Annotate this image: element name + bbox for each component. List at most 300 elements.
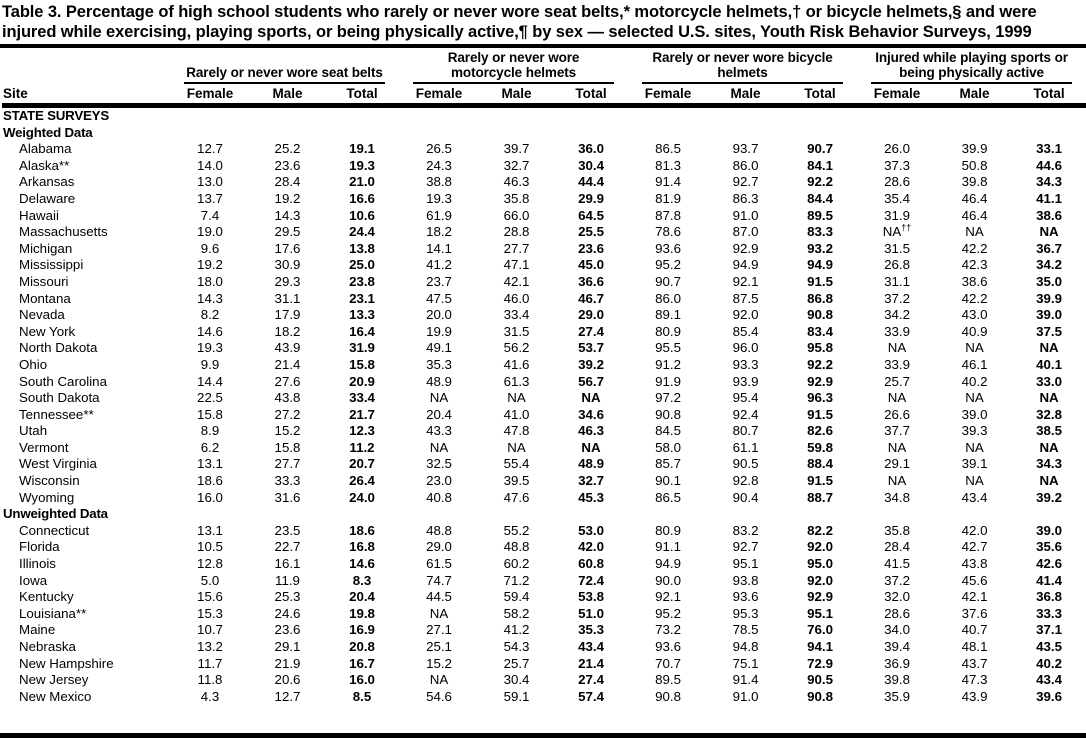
value-cell: 91.0: [732, 207, 759, 223]
table-row: [2, 407, 1086, 424]
value-cell: 14.0: [197, 157, 223, 173]
value-cell: 35.3: [426, 356, 452, 372]
value-cell: 14.4: [197, 373, 223, 389]
value-cell: 20.0: [426, 307, 452, 323]
value-cell: 12.3: [349, 423, 375, 439]
value-cell: 91.9: [655, 373, 681, 389]
value-cell: 8.2: [200, 307, 220, 323]
value-cell: 26.5: [426, 141, 452, 157]
value-cell: 32.5: [426, 456, 452, 472]
site-name: Montana: [19, 290, 71, 306]
value-cell: 94.9: [655, 556, 681, 572]
value-cell: 58.2: [503, 605, 530, 621]
value-cell: 20.9: [349, 373, 375, 389]
value-cell: 19.8: [349, 605, 375, 621]
value-cell: 72.9: [807, 655, 833, 671]
value-cell: 13.1: [197, 522, 223, 538]
value-cell: 29.0: [426, 539, 452, 555]
value-cell: 28.6: [884, 174, 910, 190]
value-cell: 21.7: [349, 406, 375, 422]
value-cell: 92.8: [732, 473, 759, 489]
value-cell: 35.4: [884, 190, 910, 206]
value-cell: 73.2: [655, 622, 681, 638]
value-cell: 34.3: [1036, 456, 1062, 472]
value-cell: 90.4: [732, 489, 759, 505]
value-cell: 35.8: [884, 522, 910, 538]
value-cell: 39.0: [961, 406, 988, 422]
value-cell: 97.2: [655, 390, 681, 406]
value-cell: 42.6: [1036, 556, 1062, 572]
site-name: Utah: [19, 423, 48, 439]
site-name: Florida: [19, 539, 60, 555]
value-cell: 34.8: [884, 489, 910, 505]
value-cell: 35.3: [578, 622, 604, 638]
site-name: Iowa: [19, 572, 48, 588]
value-cell: 86.0: [655, 290, 681, 306]
value-cell: 94.9: [732, 257, 759, 273]
value-cell: 20.4: [426, 406, 452, 422]
subheader-total-2: Total: [783, 84, 857, 106]
value-cell: 70.7: [655, 655, 681, 671]
value-cell: 35.0: [1036, 273, 1062, 289]
bottom-divider: [0, 733, 1086, 738]
value-cell: 37.1: [1036, 622, 1062, 638]
value-cell: 53.0: [578, 522, 604, 538]
value-cell: 33.3: [1036, 605, 1062, 621]
value-cell: 59.8: [807, 439, 833, 455]
value-cell: 46.3: [578, 423, 604, 439]
value-cell: 23.5: [274, 522, 301, 538]
value-cell: 53.8: [578, 589, 604, 605]
value-cell: 89.5: [807, 207, 833, 223]
table-row: [2, 573, 1086, 590]
value-cell: 33.9: [884, 356, 910, 372]
value-cell: 86.5: [655, 141, 681, 157]
value-cell: 39.4: [884, 639, 910, 654]
table-row: [2, 324, 1086, 341]
value-cell: 25.5: [578, 224, 604, 240]
table-row: [2, 490, 1086, 507]
value-cell: 59.1: [503, 688, 530, 704]
site-name: New Hampshire: [19, 655, 114, 671]
value-cell: 13.8: [349, 240, 375, 256]
value-cell: 46.4: [961, 207, 988, 223]
value-cell: 33.9: [884, 323, 910, 339]
table-row: [2, 141, 1086, 158]
value-cell: 29.1: [884, 456, 910, 472]
value-cell: 96.3: [807, 390, 833, 406]
value-cell: 42.7: [961, 539, 988, 555]
value-cell: 96.0: [732, 340, 759, 356]
value-cell: 46.0: [503, 290, 530, 306]
value-cell: 20.4: [349, 589, 375, 605]
value-cell: 41.2: [426, 257, 452, 273]
value-cell: 35.6: [1036, 539, 1062, 555]
value-cell: 25.7: [503, 655, 530, 671]
value-cell: 28.8: [503, 224, 530, 240]
site-name: Ohio: [19, 356, 48, 372]
value-cell: 94.1: [807, 639, 833, 654]
value-cell: NA: [965, 390, 984, 406]
value-cell: 21.0: [349, 174, 375, 190]
table-row: [2, 291, 1086, 308]
value-cell: 40.9: [961, 323, 988, 339]
value-cell: 13.1: [197, 456, 223, 472]
site-name: Hawaii: [19, 207, 59, 223]
value-cell: 84.1: [807, 157, 833, 173]
value-cell: NA: [429, 439, 449, 455]
value-cell: 24.4: [349, 224, 375, 240]
value-cell: 32.7: [503, 157, 530, 173]
site-name: Illinois: [19, 556, 56, 572]
value-cell: 95.0: [807, 556, 833, 572]
value-cell: 46.7: [578, 290, 604, 306]
value-cell: 49.1: [426, 340, 452, 356]
value-cell: 90.5: [732, 456, 759, 472]
table-row: [2, 456, 1086, 473]
value-cell: 42.2: [961, 290, 988, 306]
value-cell: 64.5: [578, 207, 604, 223]
value-cell: 80.9: [655, 323, 681, 339]
value-cell: 92.7: [732, 174, 759, 190]
value-cell: 20.8: [349, 639, 375, 654]
value-cell: 61.3: [503, 373, 530, 389]
value-cell: 93.6: [655, 240, 681, 256]
site-name: Tennessee**: [19, 406, 94, 422]
value-cell: 92.1: [732, 273, 759, 289]
value-cell: 29.0: [578, 307, 604, 323]
value-cell: 25.2: [274, 141, 301, 157]
value-cell: 24.6: [274, 605, 301, 621]
value-cell: 61.5: [426, 556, 452, 572]
value-cell: 33.4: [349, 390, 375, 406]
value-cell: 31.1: [274, 290, 301, 306]
value-cell: 32.0: [884, 589, 910, 605]
value-cell: NA: [581, 439, 601, 455]
value-cell: 30.4: [503, 672, 530, 688]
site-name: Mississippi: [19, 257, 84, 273]
value-cell: 23.8: [349, 273, 375, 289]
value-cell: 42.2: [961, 240, 988, 256]
value-cell: 16.7: [349, 655, 375, 671]
value-cell: 66.0: [503, 207, 530, 223]
value-cell: 43.4: [578, 639, 604, 654]
value-cell: 48.8: [426, 522, 452, 538]
value-cell: 18.2: [274, 323, 301, 339]
value-cell: 86.8: [807, 290, 833, 306]
value-cell: 27.7: [274, 456, 301, 472]
value-cell: 92.2: [807, 356, 833, 372]
value-cell: 53.7: [578, 340, 604, 356]
value-cell: 93.7: [732, 141, 759, 157]
value-cell: 40.7: [961, 622, 988, 638]
value-cell: 43.4: [1036, 672, 1062, 688]
value-cell: 26.8: [884, 257, 910, 273]
subheader-total-0: Total: [325, 84, 399, 106]
value-cell: 86.0: [732, 157, 759, 173]
value-cell: 26.4: [349, 473, 375, 489]
value-cell: 90.5: [807, 672, 833, 688]
value-cell: 36.7: [1036, 240, 1062, 256]
value-cell: 39.7: [503, 141, 530, 157]
group-header-motorcycle-helmets: Rarely or never wore motorcycle helmets: [399, 48, 628, 84]
value-cell: 93.9: [732, 373, 759, 389]
value-cell: 23.6: [274, 622, 301, 638]
value-cell: 92.9: [807, 373, 833, 389]
value-cell: 28.6: [884, 605, 910, 621]
value-cell: 31.6: [274, 489, 301, 505]
value-cell: 19.0: [197, 224, 223, 240]
value-cell: 43.4: [961, 489, 988, 505]
value-cell: 27.4: [578, 672, 604, 688]
value-cell: 41.1: [1036, 190, 1062, 206]
value-cell: 43.3: [426, 423, 452, 439]
value-cell: 17.6: [274, 240, 301, 256]
table-row: [2, 523, 1086, 540]
value-cell: 21.4: [274, 356, 301, 372]
value-cell: NA: [429, 605, 449, 621]
value-cell: 16.1: [274, 556, 301, 572]
value-cell: 8.5: [352, 688, 372, 704]
site-name: South Carolina: [19, 373, 107, 389]
value-cell: 15.2: [426, 655, 452, 671]
table-row: [2, 556, 1086, 573]
value-cell: 47.8: [503, 423, 530, 439]
value-cell: 48.1: [961, 639, 988, 654]
value-cell: 42.0: [961, 522, 988, 538]
value-cell: 36.6: [578, 273, 604, 289]
value-cell: NA: [887, 473, 907, 489]
value-cell: 89.5: [655, 672, 681, 688]
value-cell: 16.6: [349, 190, 375, 206]
value-cell: 32.7: [578, 473, 604, 489]
value-cell: 80.9: [655, 522, 681, 538]
value-cell: 23.0: [426, 473, 452, 489]
value-cell: 19.2: [274, 190, 301, 206]
value-cell: 40.2: [1036, 655, 1062, 671]
value-cell: 18.2: [426, 224, 452, 240]
value-cell: NA: [507, 390, 526, 406]
value-cell: 90.8: [807, 307, 833, 323]
value-cell: 59.4: [503, 589, 530, 605]
value-cell: 35.9: [884, 688, 910, 704]
value-cell: 9.6: [200, 240, 220, 256]
value-cell: 19.2: [197, 257, 223, 273]
group-header-seatbelts: Rarely or never wore seat belts: [170, 48, 399, 84]
value-cell: 37.2: [884, 572, 910, 588]
table-row: [2, 656, 1086, 673]
value-cell: 11.2: [349, 439, 375, 455]
table-row: [2, 672, 1086, 689]
value-cell: 29.3: [274, 273, 301, 289]
subheader-female-3: Female: [857, 84, 937, 106]
value-cell: 39.0: [1036, 307, 1062, 323]
value-cell: 18.0: [197, 273, 223, 289]
value-cell: 50.8: [961, 157, 988, 173]
value-cell: 76.0: [807, 622, 833, 638]
value-cell: 83.3: [807, 224, 833, 240]
site-name: Michigan: [19, 240, 73, 256]
value-cell: 90.7: [655, 273, 681, 289]
value-cell: NA: [887, 439, 907, 455]
value-cell: 88.4: [807, 456, 833, 472]
value-cell: 21.9: [274, 655, 301, 671]
value-cell: 48.9: [426, 373, 452, 389]
value-cell: 37.7: [884, 423, 910, 439]
value-cell: 91.4: [732, 672, 759, 688]
table-row: [2, 639, 1086, 656]
table-row: [2, 208, 1086, 225]
value-cell: 8.3: [352, 572, 372, 588]
value-cell: 31.1: [884, 273, 910, 289]
value-cell: NA: [1039, 473, 1059, 489]
value-cell: 25.0: [349, 257, 375, 273]
value-cell: 91.4: [655, 174, 681, 190]
value-cell: 15.2: [274, 423, 301, 439]
section-label: STATE SURVEYS: [3, 108, 110, 123]
site-name: Kentucky: [19, 589, 74, 605]
value-cell: NA: [429, 672, 449, 688]
subheader-female-2: Female: [628, 84, 708, 106]
value-cell: 16.9: [349, 622, 375, 638]
value-cell: 27.2: [274, 406, 301, 422]
value-cell: 47.1: [503, 257, 530, 273]
table-row: [2, 539, 1086, 556]
value-cell: 13.0: [197, 174, 223, 190]
value-cell: 39.8: [961, 174, 988, 190]
section-row: [2, 106, 1086, 125]
value-cell: 46.4: [961, 190, 988, 206]
value-cell: 37.2: [884, 290, 910, 306]
table-row: [2, 307, 1086, 324]
value-cell: 90.8: [807, 688, 833, 704]
value-cell: 33.3: [274, 473, 301, 489]
value-cell: NA: [507, 439, 526, 455]
value-cell: 19.1: [349, 141, 375, 157]
value-cell: 83.2: [732, 522, 759, 538]
value-cell: NA: [965, 473, 984, 489]
value-cell: 12.8: [197, 556, 223, 572]
table-row: [2, 224, 1086, 241]
value-cell: 90.1: [655, 473, 681, 489]
value-cell: 13.7: [197, 190, 223, 206]
value-cell: NA: [581, 390, 601, 406]
value-cell: 60.8: [578, 556, 604, 572]
value-cell: 61.9: [426, 207, 452, 223]
value-cell: NA: [1039, 390, 1059, 406]
value-cell: 43.7: [961, 655, 988, 671]
value-cell: 11.7: [197, 655, 223, 671]
value-cell: 95.4: [732, 390, 759, 406]
subheader-total-3: Total: [1012, 84, 1086, 106]
value-cell: 44.4: [578, 174, 604, 190]
value-cell: 17.9: [274, 307, 301, 323]
value-cell: 48.9: [578, 456, 604, 472]
value-cell: 60.2: [503, 556, 530, 572]
value-cell: 26.0: [884, 141, 910, 157]
value-cell: 40.2: [961, 373, 988, 389]
site-name: New Mexico: [19, 688, 92, 704]
value-cell: NA: [887, 340, 907, 356]
value-cell: 16.0: [197, 489, 223, 505]
value-cell: 48.8: [503, 539, 530, 555]
value-cell: 23.6: [274, 157, 301, 173]
value-cell: 91.1: [655, 539, 681, 555]
subheader-female-1: Female: [399, 84, 479, 106]
site-name: Nebraska: [19, 639, 76, 654]
value-cell: 37.3: [884, 157, 910, 173]
value-cell: 29.5: [274, 224, 301, 240]
table-row: [2, 423, 1086, 440]
value-cell: 83.4: [807, 323, 833, 339]
value-cell: 31.5: [503, 323, 530, 339]
value-cell: 30.4: [578, 157, 604, 173]
value-cell: 20.6: [274, 672, 301, 688]
value-cell: 84.4: [807, 190, 833, 206]
site-name: Alaska**: [19, 157, 70, 173]
value-cell: 43.8: [961, 556, 988, 572]
value-cell: 24.0: [349, 489, 375, 505]
value-cell: 34.2: [1036, 257, 1062, 273]
value-cell: 55.4: [503, 456, 530, 472]
value-cell: 34.0: [884, 622, 910, 638]
value-cell: 14.3: [197, 290, 223, 306]
value-cell: 87.8: [655, 207, 681, 223]
site-name: Massachusetts: [19, 224, 108, 240]
value-cell: 32.8: [1036, 406, 1062, 422]
value-cell: 41.4: [1036, 572, 1062, 588]
value-cell: 35.8: [503, 190, 530, 206]
value-cell: 78.6: [655, 224, 681, 240]
value-cell: 95.2: [655, 257, 681, 273]
value-cell: NA: [965, 340, 984, 356]
value-cell: 28.4: [274, 174, 301, 190]
value-cell: 29.9: [578, 190, 604, 206]
value-cell: 39.3: [961, 423, 988, 439]
value-cell: 16.0: [349, 672, 375, 688]
value-cell: 41.5: [884, 556, 910, 572]
value-cell: 92.0: [732, 307, 759, 323]
value-cell: 39.0: [1036, 522, 1062, 538]
value-cell: 14.6: [197, 323, 223, 339]
site-name: New York: [19, 323, 76, 339]
site-name: Maine: [19, 622, 56, 638]
value-cell: 92.1: [655, 589, 681, 605]
value-cell: 28.4: [884, 539, 910, 555]
table-row: [2, 274, 1086, 291]
value-cell: 43.8: [274, 390, 301, 406]
value-cell: 95.1: [807, 605, 833, 621]
subheader-male-2: Male: [708, 84, 783, 106]
value-cell: 94.8: [732, 639, 759, 654]
table-row: [2, 257, 1086, 274]
value-cell: 25.1: [426, 639, 452, 654]
value-cell: 46.3: [503, 174, 530, 190]
value-cell: 41.6: [503, 356, 530, 372]
value-cell: 37.6: [961, 605, 988, 621]
table-row: [2, 374, 1086, 391]
value-cell: 87.0: [732, 224, 759, 240]
value-cell: 39.8: [884, 672, 910, 688]
value-cell: 31.9: [884, 207, 910, 223]
value-cell: 34.6: [578, 406, 604, 422]
value-cell: 92.0: [807, 572, 833, 588]
value-cell: 89.1: [655, 307, 681, 323]
value-cell: NA: [1039, 224, 1059, 240]
value-cell: 10.7: [197, 622, 223, 638]
value-cell: 10.6: [349, 207, 375, 223]
table-row: [2, 606, 1086, 623]
